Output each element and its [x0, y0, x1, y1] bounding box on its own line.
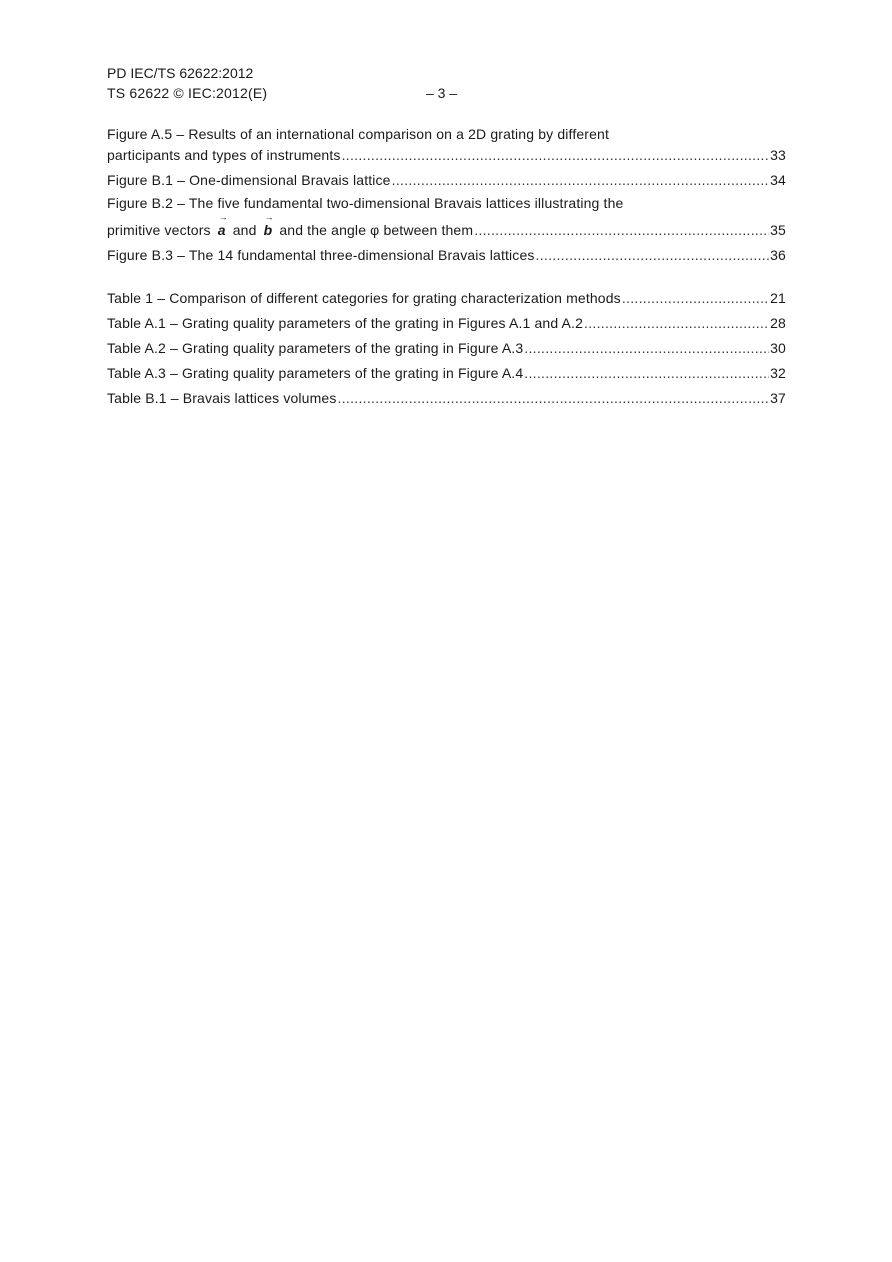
toc-entry-text: primitive vectors → a and → b and the angle φ between them [107, 212, 474, 238]
vector-arrow-icon: → [264, 212, 274, 222]
toc-entry-text-line1: Figure B.2 – The five fundamental two-dimensional Bravais lattices illustrating the [107, 195, 624, 211]
toc-entry-table-a1[interactable] [107, 313, 786, 332]
toc-page-number: 37 [770, 390, 786, 406]
toc-entry-table-b1[interactable] [107, 388, 786, 407]
toc-page-number: 35 [770, 222, 786, 238]
vector-b: → b [263, 212, 274, 238]
dot-leader [338, 390, 770, 407]
toc-entry-table-a2[interactable] [107, 338, 786, 357]
toc-page-number: 28 [770, 315, 786, 331]
toc-page-number: 33 [770, 147, 786, 163]
dot-leader [474, 222, 769, 239]
vector-arrow-icon: → [218, 212, 228, 222]
page-number: – 3 – [426, 85, 458, 101]
toc-entry-text: participants and types of instruments [107, 147, 341, 163]
toc-entry-figure-b3[interactable] [107, 245, 786, 264]
toc-page-number: 32 [770, 365, 786, 381]
toc-entry-text: Table A.3 – Grating quality parameters of the grating in Figure A.4 [107, 365, 524, 381]
dot-leader [392, 172, 770, 189]
toc-entry-table-a3[interactable] [107, 363, 786, 382]
toc-entry-text: Figure B.1 – One-dimensional Bravais lattice [107, 172, 391, 188]
dot-leader [584, 315, 769, 332]
dot-leader [342, 147, 770, 164]
toc-page-number: 21 [770, 290, 786, 306]
dot-leader [524, 340, 769, 357]
toc-entry-table-1[interactable] [107, 288, 786, 307]
toc-entry-text: Table A.1 – Grating quality parameters of the grating in Figures A.1 and A.2 [107, 315, 584, 331]
document-id: PD IEC/TS 62622:2012 [107, 65, 254, 81]
toc-entry-figure-b1[interactable] [107, 170, 786, 189]
toc-page-number: 36 [770, 247, 786, 263]
copyright-line: TS 62622 © IEC:2012(E) [107, 85, 268, 101]
toc-entry-figure-a5[interactable] [107, 126, 786, 164]
dot-leader [536, 247, 770, 264]
toc-entry-text: Table 1 – Comparison of different categories for grating characterization methods [107, 290, 621, 306]
toc-page-number: 34 [770, 172, 786, 188]
toc-page-number: 30 [770, 340, 786, 356]
toc-entry-text: Table B.1 – Bravais lattices volumes [107, 390, 337, 406]
dot-leader [622, 290, 769, 307]
toc-entry-text: Figure B.3 – The 14 fundamental three-dimensional Bravais lattices [107, 247, 535, 263]
toc-entry-text: Table A.2 – Grating quality parameters of the grating in Figure A.3 [107, 340, 524, 356]
dot-leader [524, 365, 769, 382]
toc-entry-text-line1: Figure A.5 – Results of an international comparison on a 2D grating by different [107, 126, 610, 142]
vector-a: → a [217, 212, 228, 238]
toc-entry-figure-b2[interactable] [107, 195, 786, 239]
list-of-figures-and-tables [107, 126, 786, 407]
